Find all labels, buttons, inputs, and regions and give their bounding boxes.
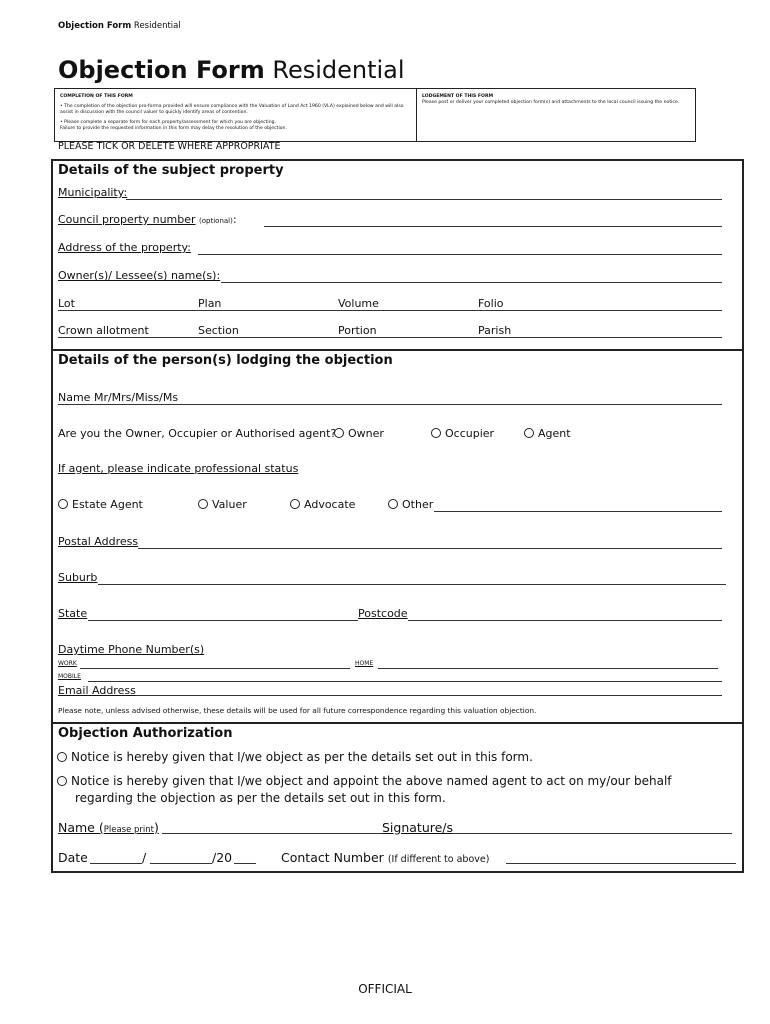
are-you-label: Are you the Owner, Occupier or Authorised agent?	[58, 427, 337, 440]
suburb-field[interactable]	[98, 584, 726, 585]
state-field[interactable]	[88, 620, 358, 621]
owners-label: Owner(s)/ Lessee(s) name(s):	[58, 269, 221, 282]
volume-label: Volume	[338, 297, 379, 310]
agent-radio[interactable]	[524, 428, 534, 438]
lodgement-instructions	[417, 89, 695, 141]
daytime-phone-label: Daytime Phone Number(s)	[58, 643, 205, 656]
other-field[interactable]	[434, 511, 722, 512]
home-label: HOME	[355, 660, 374, 667]
email-field[interactable]	[135, 695, 722, 696]
postcode-label: Postcode	[358, 607, 408, 620]
completion-text-2: • Please complete a separate form for each property/assessment for which you are objecting.	[60, 120, 276, 125]
address-label: Address of the property:	[58, 241, 191, 254]
notice-option-2-continued: regarding the objection as per the details set out in this form.	[75, 791, 446, 805]
owner-option[interactable]: Owner	[334, 427, 384, 440]
estate-agent-radio[interactable]	[58, 499, 68, 509]
section-label: Section	[198, 324, 239, 337]
name-print-field[interactable]	[162, 833, 382, 834]
postal-address-field[interactable]	[138, 548, 722, 549]
municipality-field[interactable]	[126, 199, 722, 200]
date-day-field[interactable]	[90, 863, 142, 864]
official-marking: OFFICIAL	[358, 982, 412, 996]
name-field[interactable]	[58, 404, 722, 405]
date-year-field[interactable]	[234, 863, 256, 864]
other-radio[interactable]	[388, 499, 398, 509]
valuer-radio[interactable]	[198, 499, 208, 509]
instructions-box	[54, 88, 696, 142]
lot-plan-volume-folio-field[interactable]	[58, 310, 722, 311]
completion-text: • The completion of the objection pro-forma provided will ensure compliance with the Valuation of Land Act 1960 (VLA) explained below and will also assist in discussion with the council valuer to quickly identify areas of contention.	[60, 104, 404, 115]
notice-2-radio[interactable]	[57, 776, 67, 786]
estate-agent-option[interactable]: Estate Agent	[58, 498, 143, 511]
state-label: State	[58, 607, 88, 620]
section-title-property: Details of the subject property	[58, 163, 284, 178]
work-label: WORK	[58, 660, 77, 667]
valuer-option[interactable]: Valuer	[198, 498, 247, 511]
lodgement-heading: LODGEMENT OF THIS FORM	[422, 94, 494, 99]
mobile-phone-field[interactable]	[88, 681, 722, 682]
work-phone-field[interactable]	[80, 668, 350, 669]
contact-number-label: Contact Number (If different to above)	[281, 850, 490, 865]
section-divider	[51, 349, 744, 351]
portion-label: Portion	[338, 324, 377, 337]
section-title-authorization: Objection Authorization	[58, 726, 233, 741]
owner-radio[interactable]	[334, 428, 344, 438]
mobile-label: MOBILE	[58, 673, 81, 680]
notice-option-2[interactable]: Notice is hereby given that I/we object and appoint the above named agent to act on my/our behalf	[57, 774, 672, 788]
other-option[interactable]: Other	[388, 498, 433, 511]
advocate-option[interactable]: Advocate	[290, 498, 355, 511]
home-phone-field[interactable]	[378, 668, 718, 669]
name-title-label: Name Mr/Mrs/Miss/Ms	[58, 391, 179, 404]
completion-text-3: Failure to provide the requested information in this form may delay the resolution of the objection.	[60, 126, 287, 131]
completion-heading: COMPLETION OF THIS FORM	[60, 94, 133, 99]
postcode-field[interactable]	[408, 620, 722, 621]
signature-field[interactable]	[452, 833, 732, 834]
parish-label: Parish	[478, 324, 512, 337]
occupier-radio[interactable]	[431, 428, 441, 438]
date-separator: /	[142, 850, 147, 865]
section-title-person: Details of the person(s) lodging the objection	[58, 353, 393, 368]
tick-instruction: PLEASE TICK OR DELETE WHERE APPROPRIATE	[58, 141, 281, 152]
correspondence-note: Please note, unless advised otherwise, these details will be used for all future correspondence regarding this valuation objection.	[58, 706, 537, 715]
agent-option[interactable]: Agent	[524, 427, 571, 440]
council-number-field[interactable]	[264, 226, 722, 227]
occupier-option[interactable]: Occupier	[431, 427, 494, 440]
plan-label: Plan	[198, 297, 222, 310]
postal-address-label: Postal Address	[58, 535, 139, 548]
crown-section-portion-parish-field[interactable]	[58, 337, 722, 338]
suburb-label: Suburb	[58, 571, 98, 584]
folio-label: Folio	[478, 297, 504, 310]
contact-number-field[interactable]	[506, 863, 736, 864]
running-header: Objection Form Residential	[58, 21, 181, 31]
completion-instructions	[55, 89, 417, 141]
date-month-field[interactable]	[150, 863, 212, 864]
address-field[interactable]	[198, 254, 722, 255]
signature-label: Signature/s	[382, 820, 454, 835]
lodgement-text: Please post or deliver your completed objection form(s) and attachments to the local council issuing the notice.	[422, 100, 680, 105]
name-print-label: Name (Please print)	[58, 820, 159, 835]
lot-label: Lot	[58, 297, 75, 310]
notice-option-1[interactable]: Notice is hereby given that I/we object as per the details set out in this form.	[57, 750, 533, 764]
council-number-label: Council property number (optional):	[58, 213, 237, 226]
owners-field[interactable]	[221, 282, 722, 283]
municipality-label: Municipality:	[58, 186, 128, 199]
date-label: Date	[58, 850, 88, 865]
notice-1-radio[interactable]	[57, 752, 67, 762]
page-title: Objection Form Residential	[58, 56, 405, 84]
advocate-radio[interactable]	[290, 499, 300, 509]
section-divider	[51, 722, 744, 724]
if-agent-label: If agent, please indicate professional status	[58, 462, 299, 475]
crown-allotment-label: Crown allotment	[58, 324, 149, 337]
email-label: Email Address	[58, 684, 136, 697]
date-year-prefix: /20	[212, 850, 233, 865]
form-frame	[51, 159, 744, 873]
